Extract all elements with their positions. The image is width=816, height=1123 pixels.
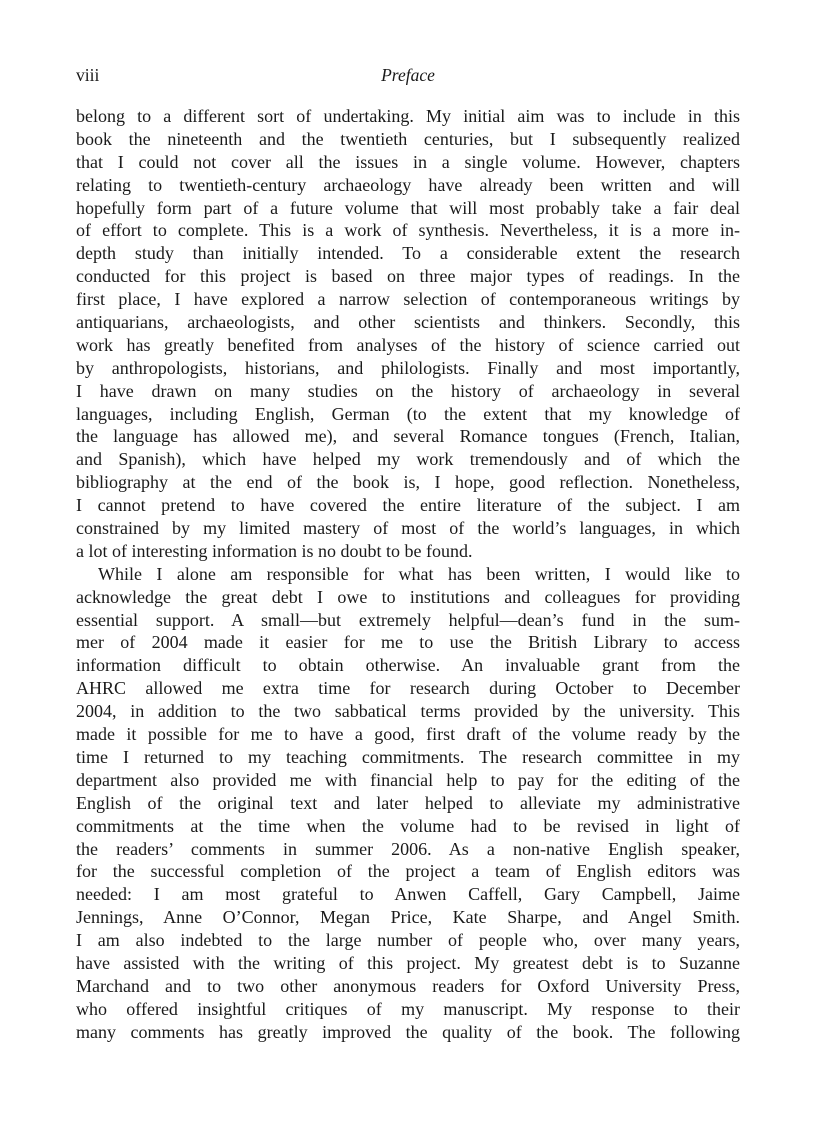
text-line: belong to a different sort of undertaking. My initial aim was to include in this xyxy=(76,106,740,126)
text-line: relating to twentieth-century archaeology have already been written and will xyxy=(76,174,740,195)
text-line: a lot of interesting information is no doubt to be found. xyxy=(76,540,473,561)
text-line: commitments at the time when the volume had to be revised in light of xyxy=(76,815,740,836)
text-line: who offered insightful critiques of my manuscript. My response to their xyxy=(76,998,740,1019)
text-line: antiquarians, archaeologists, and other scientists and thinkers. Secondly, this xyxy=(76,312,740,333)
text-line: languages, including English, German (to the extent that my knowledge of xyxy=(76,403,740,424)
text-line: acknowledge the great debt I owe to institutions and colleagues for providing xyxy=(76,586,740,607)
text-line: time I returned to my teaching commitments. The research committee in my xyxy=(76,746,740,767)
text-line: the language has allowed me), and several Romance tongues (French, Italian, xyxy=(76,426,740,447)
text-line: conducted for this project is based on three major types of readings. In the xyxy=(76,266,740,287)
text-line: book the nineteenth and the twentieth centuries, but I subsequently realized xyxy=(76,128,740,149)
text-line: for the successful completion of the project a team of English editors was xyxy=(76,861,740,882)
text-line: that I could not cover all the issues in a single volume. However, chapters xyxy=(76,151,740,172)
text-line: and Spanish), which have helped my work tremendously and of which the xyxy=(76,449,740,470)
running-head xyxy=(76,62,740,88)
running-title: Preface xyxy=(381,65,435,85)
text-line: I have drawn on many studies on the history of archaeology in several xyxy=(76,380,740,401)
text-line: many comments has greatly improved the quality of the book. The following xyxy=(76,1021,740,1042)
text-line: work has greatly benefited from analyses of the history of science carried out xyxy=(76,334,740,355)
text-line: by anthropologists, historians, and philologists. Finally and most importantly, xyxy=(76,357,740,378)
text-line: have assisted with the writing of this project. My greatest debt is to Suzanne xyxy=(76,952,740,973)
paragraph-2 xyxy=(76,563,740,1044)
text-line: constrained by my limited mastery of most of the world’s languages, in which xyxy=(76,518,740,539)
text-line: Marchand and to two other anonymous readers for Oxford University Press, xyxy=(76,975,740,996)
paragraph-1 xyxy=(76,105,740,563)
text-line: I cannot pretend to have covered the entire literature of the subject. I am xyxy=(76,495,740,516)
text-line: I am also indebted to the large number of people who, over many years, xyxy=(76,930,740,951)
text-line: bibliography at the end of the book is, I hope, good reflection. Nonetheless, xyxy=(76,472,740,493)
text-line: AHRC allowed me extra time for research during October to December xyxy=(76,678,740,699)
text-line: 2004, in addition to the two sabbatical terms provided by the university. This xyxy=(76,701,740,722)
text-line: of effort to complete. This is a work of synthesis. Nevertheless, it is a more in- xyxy=(76,220,740,241)
text-line: Jennings, Anne O’Connor, Megan Price, Kate Sharpe, and Angel Smith. xyxy=(76,907,740,928)
body-text xyxy=(76,105,740,1044)
text-line: English of the original text and later helped to alleviate my administrative xyxy=(76,792,740,813)
text-line: needed: I am most grateful to Anwen Caffell, Gary Campbell, Jaime xyxy=(76,884,740,905)
text-line: department also provided me with financial help to pay for the editing of the xyxy=(76,769,740,790)
text-line: essential support. A small—but extremely helpful—dean’s fund in the sum- xyxy=(76,609,740,630)
text-line: made it possible for me to have a good, first draft of the volume ready by the xyxy=(76,724,740,745)
text-line: While I alone am responsible for what has been written, I would like to xyxy=(98,563,740,584)
text-line: the readers’ comments in summer 2006. As a non-native English speaker, xyxy=(76,838,740,859)
text-line: depth study than initially intended. To a considerable extent the research xyxy=(76,243,740,264)
text-line: hopefully form part of a future volume that will most probably take a fair deal xyxy=(76,197,740,218)
page-number: viii xyxy=(76,65,100,85)
text-line: first place, I have explored a narrow selection of contemporaneous writings by xyxy=(76,289,740,310)
text-line: information difficult to obtain otherwise. An invaluable grant from the xyxy=(76,655,740,676)
text-line: mer of 2004 made it easier for me to use the British Library to access xyxy=(76,632,740,653)
